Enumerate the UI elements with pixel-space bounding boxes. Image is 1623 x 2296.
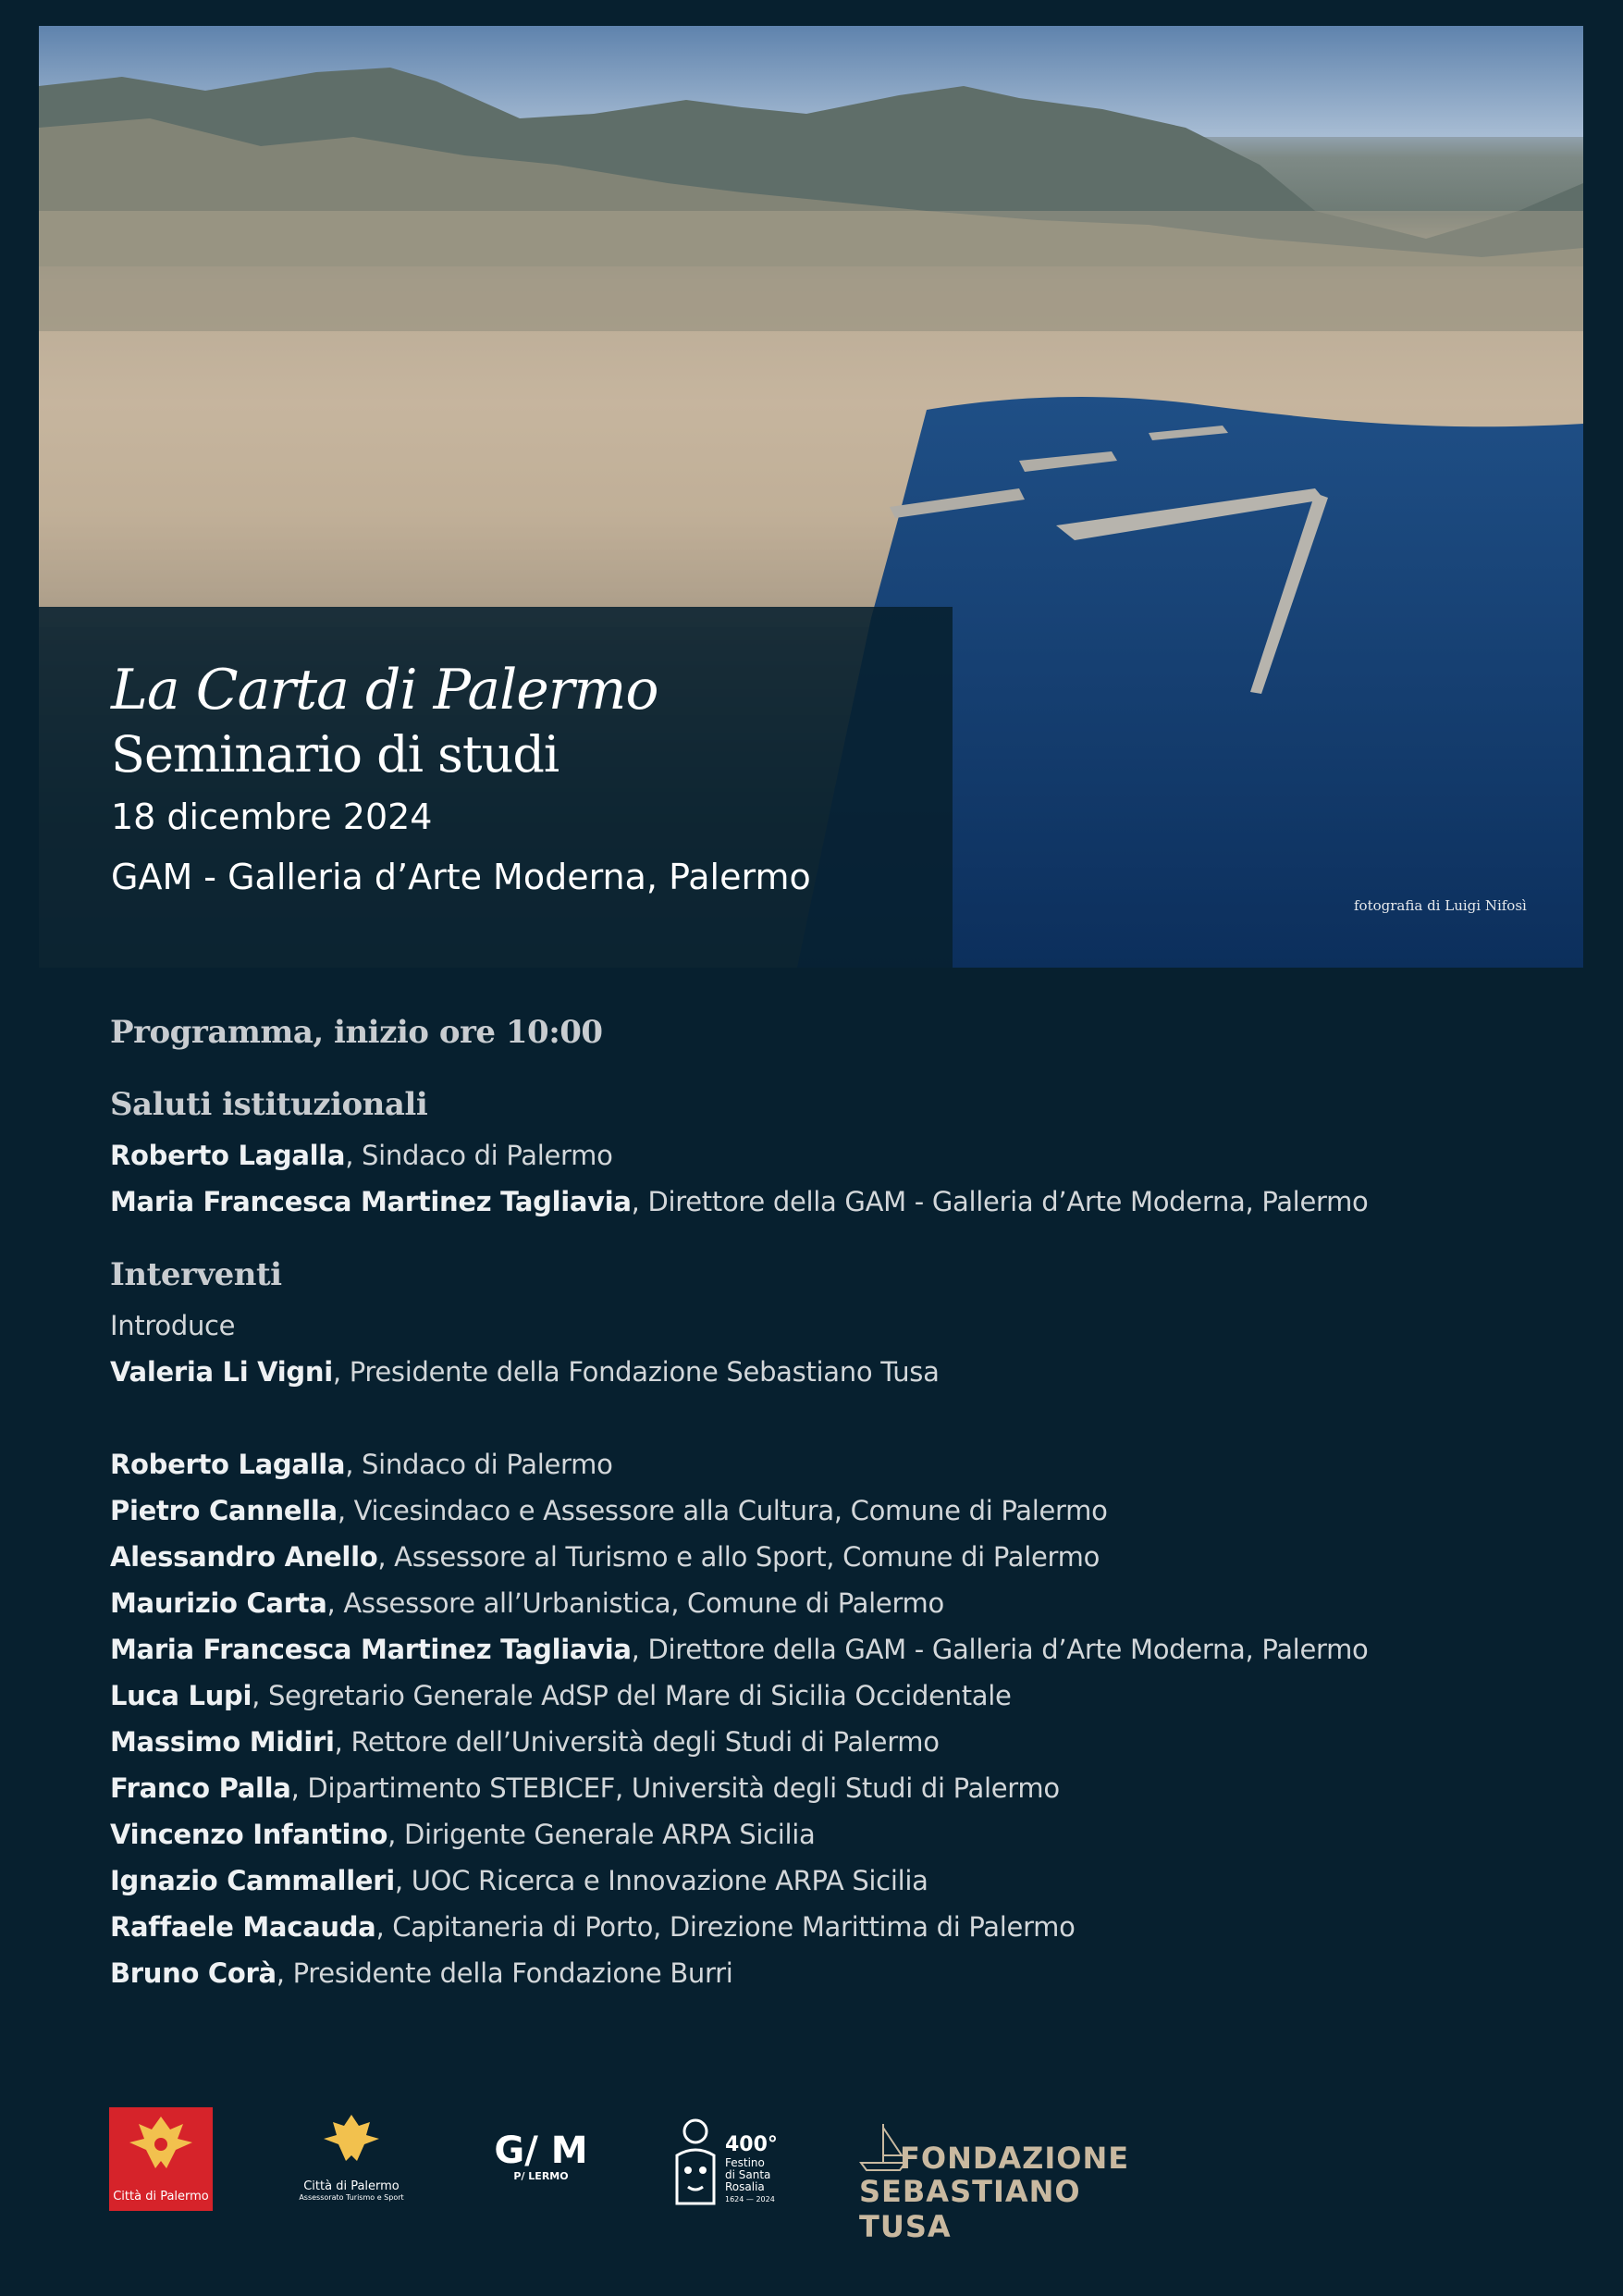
speaker-role: , Direttore della GAM - Galleria d’Arte Moderna, Palermo [631,1186,1369,1217]
event-title: Seminario di studi [111,725,559,784]
speaker-role: , Segretario Generale AdSP del Mare di Sicilia Occidentale [252,1680,1012,1711]
speaker-name: Luca Lupi [110,1680,252,1711]
intervento-item [110,1673,1553,1719]
assessorato-sub: Assessorato Turismo e Sport [299,2193,404,2202]
festino-line3: Rosalia [725,2180,765,2193]
saluti-item [110,1132,1553,1179]
photo-credit: fotografia di Luigi Nifosì [1354,897,1527,914]
intervento-item [110,1950,1553,1996]
intervento-item [110,1626,1553,1673]
speaker-name: Roberto Lagalla [110,1449,346,1480]
hero-photo [39,26,1583,968]
speaker-name: Pietro Cannella [110,1495,338,1526]
intervento-item [110,1765,1553,1811]
speaker-name: Ignazio Cammalleri [110,1865,395,1896]
intervento-item [110,1904,1553,1950]
speaker-name: Maria Francesca Martinez Tagliavia [110,1634,632,1665]
festino-years: 1624 — 2024 [725,2195,775,2203]
event-venue: GAM - Galleria d’Arte Moderna, Palermo [111,857,811,897]
speaker-name: Massimo Midiri [110,1726,335,1758]
citta-logo-text: Città di Palermo [113,2190,209,2203]
speaker-role: , Capitaneria di Porto, Direzione Marittima di Palermo [375,1911,1076,1943]
intervento-item [110,1580,1553,1626]
eagle-icon [287,2109,416,2176]
speaker-role: , Sindaco di Palermo [345,1140,613,1171]
speaker-role: , Assessore all’Urbanistica, Comune di Palermo [326,1587,944,1619]
saluti-heading: Saluti istituzionali [110,1086,428,1123]
assessorato-name: Città di Palermo [303,2179,400,2193]
speaker-name: Bruno Corà [110,1957,277,1989]
title-panel [39,607,953,968]
speaker-role: , Assessore al Turismo e allo Sport, Comune di Palermo [377,1541,1100,1573]
intro-item [110,1349,1553,1395]
speaker-role: , Presidente della Fondazione Burri [276,1957,733,1989]
assessorato-logo [287,2109,416,2216]
citta-di-palermo-logo [109,2107,213,2211]
speaker-name: Roberto Lagalla [110,1140,346,1171]
intervento-item [110,1534,1553,1580]
program [110,1014,1553,1996]
speaker-name: Alessandro Anello [110,1541,378,1573]
interventi-heading: Interventi [110,1256,282,1293]
speaker-role: , UOC Ricerca e Innovazione ARPA Sicilia [394,1865,928,1896]
festino-text [725,2157,775,2205]
gam-logo [490,2131,592,2196]
tusa-line2: SEBASTIANO TUSA [859,2174,1081,2244]
speaker-role: , Vicesindaco e Assessore alla Cultura, Comune di Palermo [337,1495,1108,1526]
speaker-role: , Dirigente Generale ARPA Sicilia [387,1819,816,1850]
intervento-item [110,1858,1553,1904]
festino-number: 400° [725,2133,778,2156]
gam-logo-sub: P/ LERMO [513,2170,569,2182]
tusa-line1: FONDAZIONE [900,2141,1130,2176]
santa-rosalia-icon [670,2118,721,2211]
festino-line2: di Santa [725,2168,771,2181]
event-title-italic: La Carta di Palermo [111,658,658,722]
saluti-item [110,1179,1553,1225]
festino-santa-rosalia-logo [670,2118,781,2211]
speaker-name: Vincenzo Infantino [110,1819,388,1850]
intervento-item [110,1487,1553,1534]
speaker-name: Maurizio Carta [110,1587,327,1619]
fondazione-tusa-logo [855,2117,1130,2244]
intervento-item [110,1719,1553,1765]
logos-bar [0,2100,1623,2244]
event-date: 18 dicembre 2024 [111,796,433,837]
speaker-name: Franco Palla [110,1772,291,1804]
speaker-name: Valeria Li Vigni [110,1356,333,1388]
speaker-name: Raffaele Macauda [110,1911,376,1943]
intervento-item [110,1441,1553,1487]
intro-label: Introduce [110,1310,236,1341]
speaker-role: , Sindaco di Palermo [345,1449,613,1480]
speaker-role: , Dipartimento STEBICEF, Università degli Studi di Palermo [290,1772,1060,1804]
gam-logo-main: G/ M [494,2129,588,2172]
speaker-role: , Presidente della Fondazione Sebastiano Tusa [332,1356,940,1388]
speaker-role: , Direttore della GAM - Galleria d’Arte Moderna, Palermo [631,1634,1369,1665]
speaker-role: , Rettore dell’Università degli Studi di Palermo [334,1726,940,1758]
festino-line1: Festino [725,2156,765,2169]
eagle-icon [109,2107,213,2181]
intervento-item [110,1811,1553,1858]
speaker-name: Maria Francesca Martinez Tagliavia [110,1186,632,1217]
program-heading: Programma, inizio ore 10:00 [110,1014,603,1051]
